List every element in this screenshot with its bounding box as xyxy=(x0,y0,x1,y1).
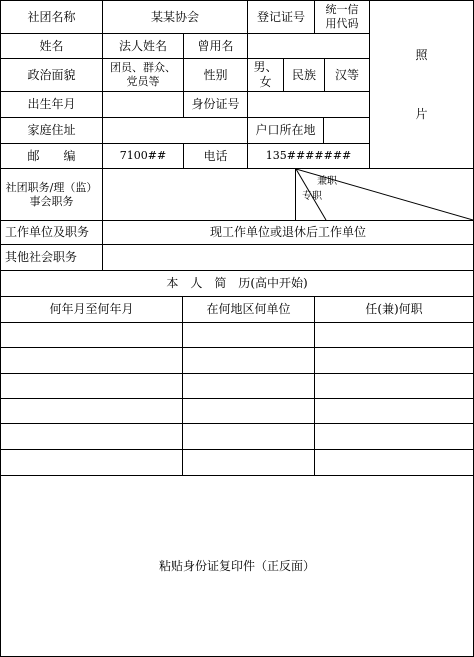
phone-label: 电话 xyxy=(183,143,248,169)
name-label: 姓名 xyxy=(0,33,103,59)
parttime-fulltime-cell xyxy=(295,168,474,221)
org-name-value: 某某协会 xyxy=(102,0,248,34)
resume-row-5-period xyxy=(0,423,183,450)
resume-row-1-unit xyxy=(182,322,315,348)
position-value xyxy=(102,168,296,221)
work-value: 现工作单位或退休后工作单位 xyxy=(102,220,474,245)
phone-value: 135####### xyxy=(247,143,370,169)
position-label: 社团职务/理（监） 事会职务 xyxy=(0,168,103,221)
ethnic-value: 汉等 xyxy=(324,58,370,92)
work-label: 工作单位及职务 xyxy=(0,220,103,245)
gender-label: 性别 xyxy=(183,58,248,92)
resume-row-6-role xyxy=(314,449,474,476)
hukou-label: 户口所在地 xyxy=(247,117,324,144)
resume-row-5-unit xyxy=(182,423,315,450)
resume-row-4-role xyxy=(314,398,474,424)
birth-label: 出生年月 xyxy=(0,91,103,118)
credit-code-label: 统一信 用代码 xyxy=(314,0,370,34)
address-label: 家庭住址 xyxy=(0,117,103,144)
hukou-value xyxy=(323,117,370,144)
politics-label: 政治面貌 xyxy=(0,58,103,92)
parttime-label: 兼职 xyxy=(317,176,337,187)
id-label: 身份证号 xyxy=(183,91,248,118)
resume-row-6-period xyxy=(0,449,183,476)
birth-value xyxy=(102,91,184,118)
resume-row-2-period xyxy=(0,347,183,374)
fulltime-label: 专职 xyxy=(302,191,322,202)
photo-char-1: 照 xyxy=(415,47,428,62)
resume-row-2-role xyxy=(314,347,474,374)
photo-box xyxy=(369,0,474,169)
politics-value: 团员、群众、 党员等 xyxy=(102,58,184,92)
address-value xyxy=(102,117,248,144)
id-value xyxy=(247,91,370,118)
other-position-value xyxy=(102,244,474,271)
resume-row-5-role xyxy=(314,423,474,450)
resume-row-3-role xyxy=(314,373,474,399)
reg-no-label: 登记证号 xyxy=(247,0,315,34)
former-name-label: 曾用名 xyxy=(183,33,248,59)
resume-row-3-period xyxy=(0,373,183,399)
other-position-label: 其他社会职务 xyxy=(0,244,103,271)
gender-value: 男、 女 xyxy=(247,58,284,92)
resume-title: 本 人 简 历(高中开始) xyxy=(0,270,474,297)
resume-row-2-unit xyxy=(182,347,315,374)
resume-row-1-role xyxy=(314,322,474,348)
id-copy-area: 粘贴身份证复印件（正反面） xyxy=(0,475,474,657)
resume-row-4-period xyxy=(0,398,183,424)
resume-row-3-unit xyxy=(182,373,315,399)
resume-col-role: 任(兼)何职 xyxy=(314,296,474,323)
resume-col-unit: 在何地区何单位 xyxy=(182,296,315,323)
resume-row-1-period xyxy=(0,322,183,348)
former-name-value xyxy=(247,33,370,59)
name-value: 法人姓名 xyxy=(102,33,184,59)
org-name-label: 社团名称 xyxy=(0,0,103,34)
ethnic-label: 民族 xyxy=(283,58,325,92)
resume-row-6-unit xyxy=(182,449,315,476)
postcode-label: 邮 编 xyxy=(0,143,103,169)
resume-col-period: 何年月至何年月 xyxy=(0,296,183,323)
postcode-value: 7100## xyxy=(102,143,184,169)
photo-char-2: 片 xyxy=(415,106,428,121)
resume-row-4-unit xyxy=(182,398,315,424)
